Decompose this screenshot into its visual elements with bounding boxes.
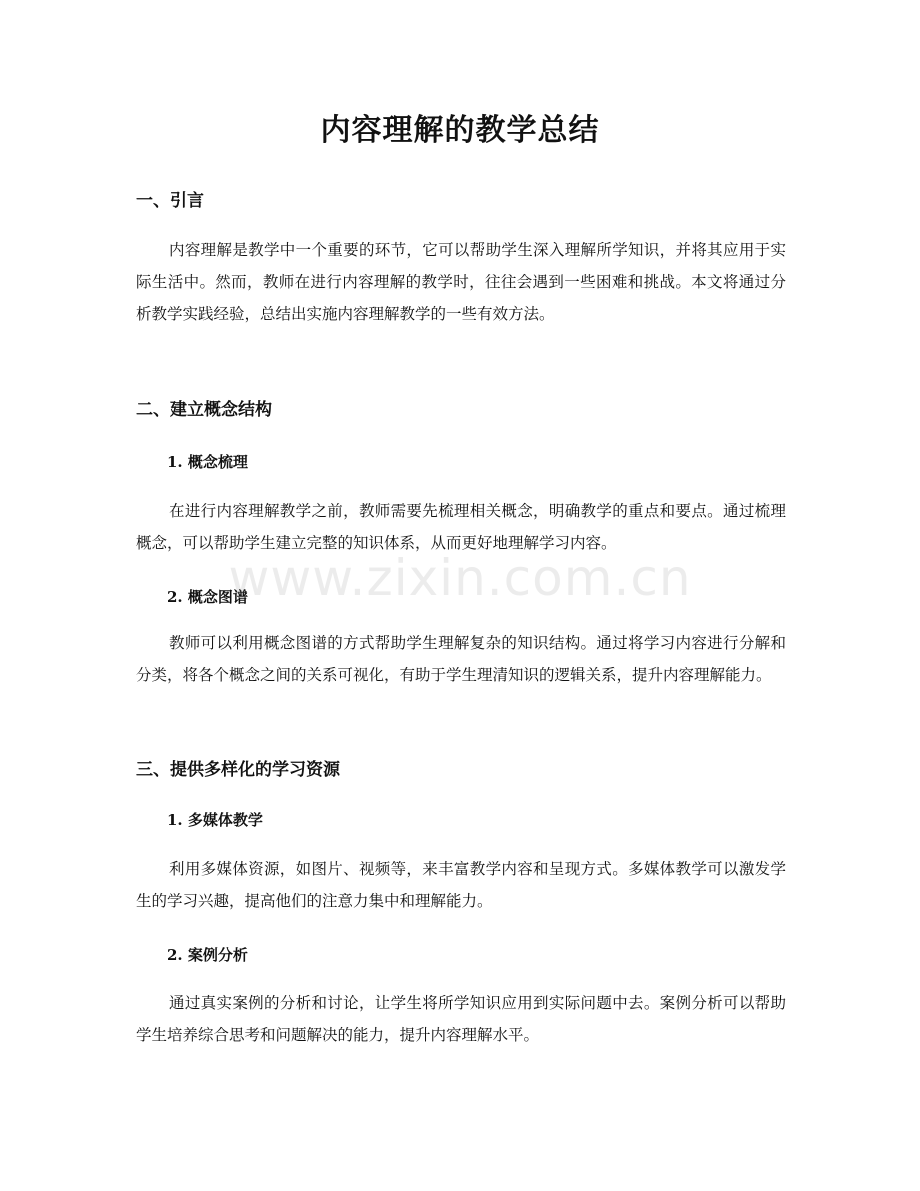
subsection-title-concept-map: 2. 概念图谱 xyxy=(167,588,248,606)
section-heading-learning-resources: 三、提供多样化的学习资源 xyxy=(136,760,340,780)
section-heading-intro: 一、引言 xyxy=(136,191,204,211)
page-title: 内容理解的教学总结 xyxy=(320,113,600,148)
paragraph-concept-sorting: 在进行内容理解教学之前，教师需要先梳理相关概念，明确教学的重点和要点。通过梳理概念，可以帮助学生建立完整的知识体系，从而更好地理解学习内容。 xyxy=(136,502,786,552)
section-heading-concept-structure: 二、建立概念结构 xyxy=(136,400,272,420)
subsection-title-multimedia: 1. 多媒体教学 xyxy=(167,811,263,829)
paragraph-multimedia: 利用多媒体资源，如图片、视频等，来丰富教学内容和呈现方式。多媒体教学可以激发学生的学习兴趣，提高他们的注意力集中和理解能力。 xyxy=(136,860,786,910)
watermark: www.zixin.com.cn xyxy=(228,549,692,607)
intro-paragraph: 内容理解是教学中一个重要的环节，它可以帮助学生深入理解所学知识，并将其应用于实际生活中。然而，教师在进行内容理解的教学时，往往会遇到一些困难和挑战。本文将通过分析教学实践经验，总结出实施内容理解教学的一些有效方法。 xyxy=(136,241,786,323)
paragraph-concept-map: 教师可以利用概念图谱的方式帮助学生理解复杂的知识结构。通过将学习内容进行分解和分类，将各个概念之间的关系可视化，有助于学生理清知识的逻辑关系，提升内容理解能力。 xyxy=(136,634,786,684)
subsection-title-case-analysis: 2. 案例分析 xyxy=(167,946,248,964)
subsection-title-concept-sorting: 1. 概念梳理 xyxy=(167,453,248,471)
paragraph-case-analysis: 通过真实案例的分析和讨论，让学生将所学知识应用到实际问题中去。案例分析可以帮助学生培养综合思考和问题解决的能力，提升内容理解水平。 xyxy=(136,994,786,1044)
